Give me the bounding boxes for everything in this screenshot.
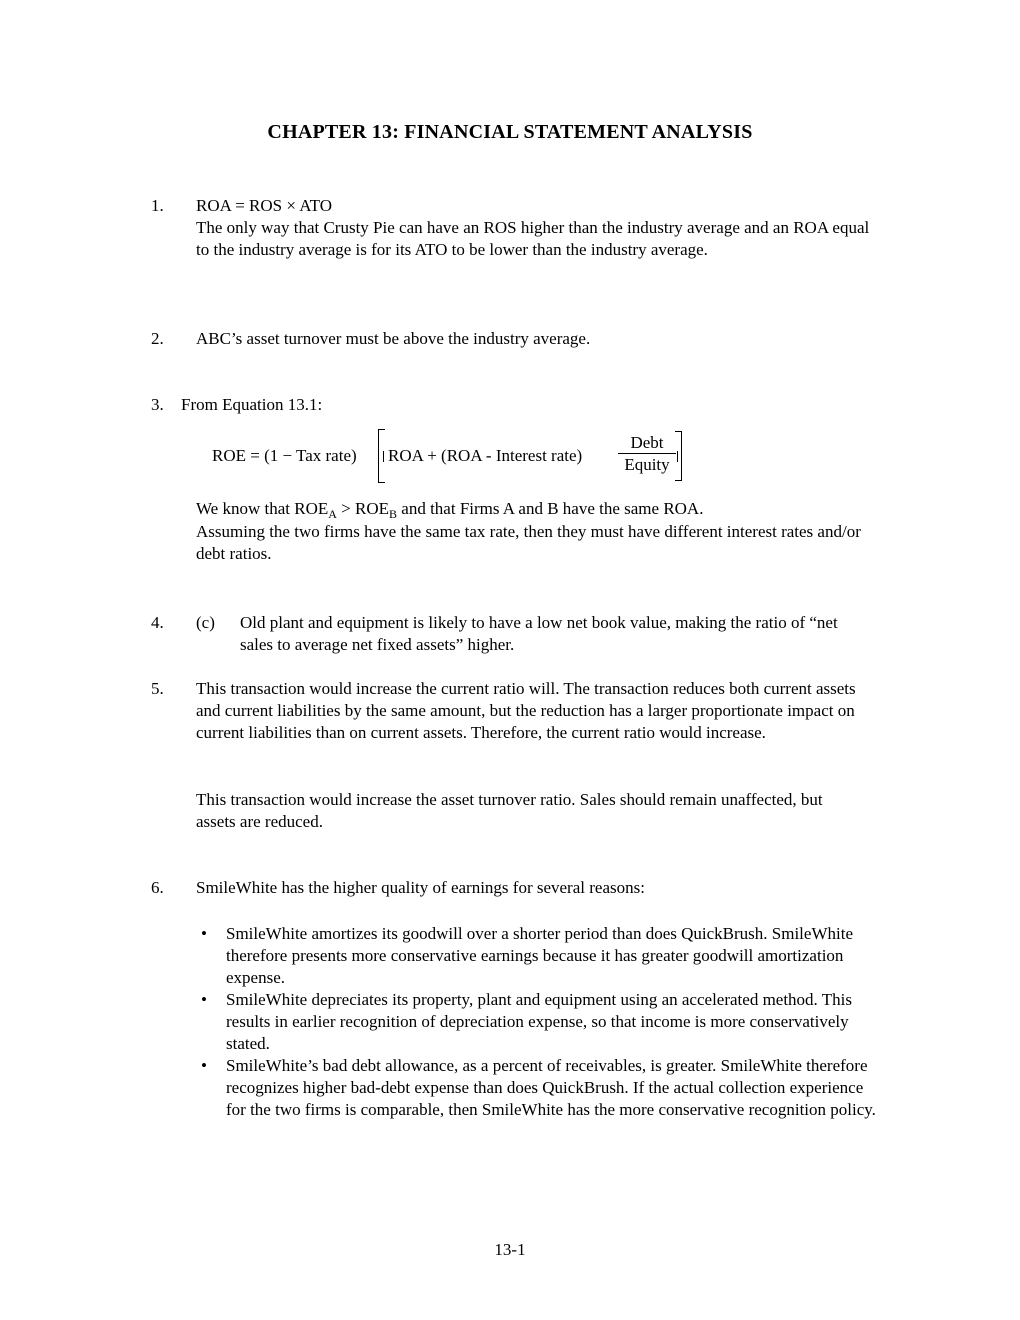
bullet-icon: • xyxy=(201,924,207,943)
bullet-text: SmileWhite depreciates its property, plant and equipment using an accelerated method. This results in earlier recognition of depreciation expense, so that income is more conservatively stated. xyxy=(226,990,852,1053)
item-2-text: ABC’s asset turnover must be above the industry average. xyxy=(196,329,591,348)
equation-lhs: ROE = (1 − Tax rate) xyxy=(212,446,357,465)
item-6-bullet-list xyxy=(196,923,886,1121)
item-4-number: 4. xyxy=(151,613,164,632)
equation-inner: ROA + (ROA - Interest rate) xyxy=(388,446,583,465)
bullet-icon: • xyxy=(201,1056,207,1075)
item-1-number: 1. xyxy=(151,196,164,215)
fraction-numerator: Debt xyxy=(630,433,664,452)
roe-comparison-pre: We know that ROE xyxy=(196,499,329,518)
item-3-number: 3. xyxy=(151,395,164,414)
list-item xyxy=(196,1055,886,1121)
roe-comparison-mid: > ROE xyxy=(336,499,390,518)
left-bracket-mid xyxy=(383,451,384,462)
item-4-text: Old plant and equipment is likely to have a low net book value, making the ratio of “net sales to average net fixed assets” higher. xyxy=(240,613,838,654)
item-2-number: 2. xyxy=(151,329,164,348)
item-1-text: The only way that Crusty Pie can have an ROS higher than the industry average and an ROA equal to the industry average is for its ATO to be lower than the industry average. xyxy=(196,218,870,259)
debt-equity-fraction xyxy=(617,432,677,475)
list-item xyxy=(196,989,886,1055)
list-item xyxy=(196,923,886,989)
bullet-icon: • xyxy=(201,990,207,1009)
roe-comparison xyxy=(196,498,876,521)
item-4-letter: (c) xyxy=(196,613,215,632)
item-5-para2: This transaction would increase the asset turnover ratio. Sales should remain unaffected, but assets are reduced. xyxy=(196,790,823,831)
bullet-text: SmileWhite’s bad debt allowance, as a percent of receivables, is greater. SmileWhite therefore recognizes higher bad-debt expense than does QuickBrush. If the actual collection experience for the two firms is comparable, then SmileWhite has the more conservative recognition policy. xyxy=(226,1056,876,1119)
right-bracket xyxy=(675,431,682,481)
fraction-denominator: Equity xyxy=(624,455,670,474)
subscript-a: A xyxy=(328,507,337,521)
bullet-text: SmileWhite amortizes its goodwill over a shorter period than does QuickBrush. SmileWhite therefore presents more conservative earnings because it has greater goodwill amortization expense. xyxy=(226,924,853,987)
item-3-intro: From Equation 13.1: xyxy=(181,395,323,414)
subscript-b: B xyxy=(389,507,398,521)
page-title: CHAPTER 13: FINANCIAL STATEMENT ANALYSIS xyxy=(267,121,753,143)
item-5-para1: This transaction would increase the current ratio will. The transaction reduces both current assets and current liabilities by the same amount, but the reduction has a larger proportionate impact on current liabilities than on current assets. Therefore, the current ratio would increase. xyxy=(196,679,856,742)
item-5-number: 5. xyxy=(151,679,164,698)
item-1-formula: ROA = ROS × ATO xyxy=(196,196,333,215)
roe-comparison-post: and that Firms A and B have the same ROA. xyxy=(397,499,704,518)
roe-equation xyxy=(212,424,692,484)
item-3-text: Assuming the two firms have the same tax rate, then they must have different interest rates and/or debt ratios. xyxy=(196,522,861,563)
item-1 xyxy=(196,195,876,261)
item-3-conclusion xyxy=(196,498,876,565)
page-number: 13-1 xyxy=(494,1240,526,1259)
item-6-number: 6. xyxy=(151,878,164,897)
item-6-intro: SmileWhite has the higher quality of earnings for several reasons: xyxy=(196,878,645,897)
